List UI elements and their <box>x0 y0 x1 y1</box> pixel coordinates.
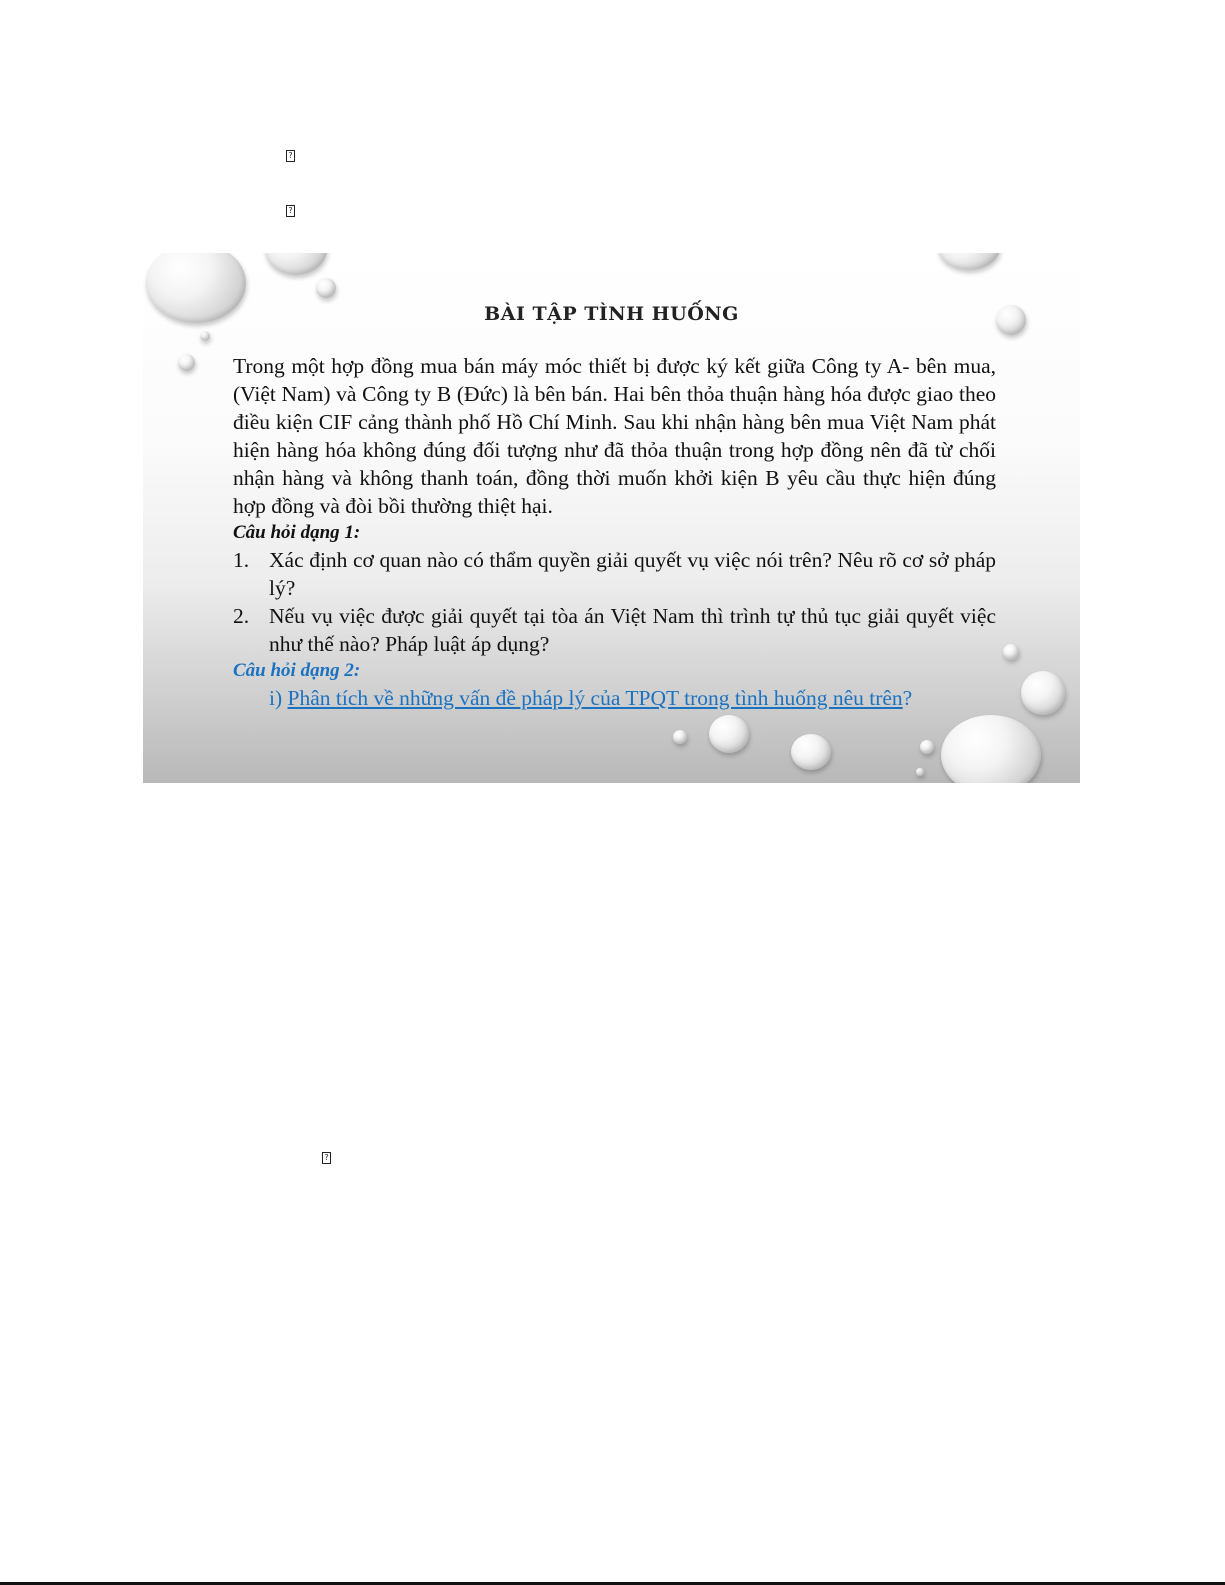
water-drop-decoration <box>316 278 336 298</box>
water-drop-decoration <box>1003 644 1019 660</box>
water-drop-decoration <box>920 740 934 754</box>
water-drop-decoration <box>941 715 1041 783</box>
question-item <box>233 602 996 658</box>
missing-glyph-icon: ? <box>322 1152 331 1164</box>
slide-content <box>233 352 996 712</box>
question-prefix: i) <box>269 686 288 710</box>
question-suffix: ? <box>902 686 913 710</box>
question-group-2-heading: Câu hỏi dạng 2: <box>233 660 361 681</box>
slide-title: BÀI TẬP TÌNH HUỐNG <box>484 303 739 325</box>
water-drop-decoration <box>265 253 327 275</box>
question-number: 2. <box>233 604 250 628</box>
case-description: Trong một hợp đồng mua bán máy móc thiết bị được ký kết giữa Công ty A- bên mua, (Việt Nam) và Công ty B (Đức) là bên bán. Hai bên thỏa thuận hàng hóa được giao theo điều kiện CIF cảng thành phố Hồ Chí Minh. Sau khi nhận hàng bên mua Việt Nam phát hiện hàng hóa không đúng đối tượng như đã thỏa thuận trong hợp đồng nên đã từ chối nhận hàng và không thanh toán, đồng thời muốn khởi kiện B yêu cầu thực hiện đúng hợp đồng và đòi bồi thường thiệt hại. <box>233 354 996 518</box>
question-text: Nếu vụ việc được giải quyết tại tòa án Việt Nam thì trình tự thủ tục giải quyết việc như thế nào? Pháp luật áp dụng? <box>269 604 996 656</box>
water-drop-decoration <box>791 734 831 770</box>
missing-glyph-icon: ? <box>286 150 295 162</box>
question-link[interactable]: Phân tích về những vấn đề pháp lý của TPQT trong tình huống nêu trên <box>287 686 903 710</box>
question-link-item[interactable] <box>233 684 996 712</box>
water-drop-decoration <box>938 253 1000 270</box>
water-drop-decoration <box>673 730 687 744</box>
question-list <box>233 546 996 658</box>
water-drop-decoration <box>1021 671 1065 715</box>
water-drop-decoration <box>178 354 195 371</box>
question-item <box>233 546 996 602</box>
water-drop-decoration <box>200 331 210 341</box>
missing-glyph-icon: ? <box>286 205 295 217</box>
question-text: Xác định cơ quan nào có thẩm quyền giải quyết vụ việc nói trên? Nêu rõ cơ sở pháp lý? <box>269 548 996 600</box>
water-drop-decoration <box>916 768 924 776</box>
question-group-1-heading: Câu hỏi dạng 1: <box>233 522 361 543</box>
question-number: 1. <box>233 548 250 572</box>
slide-image <box>143 253 1080 783</box>
water-drop-decoration <box>709 715 749 753</box>
